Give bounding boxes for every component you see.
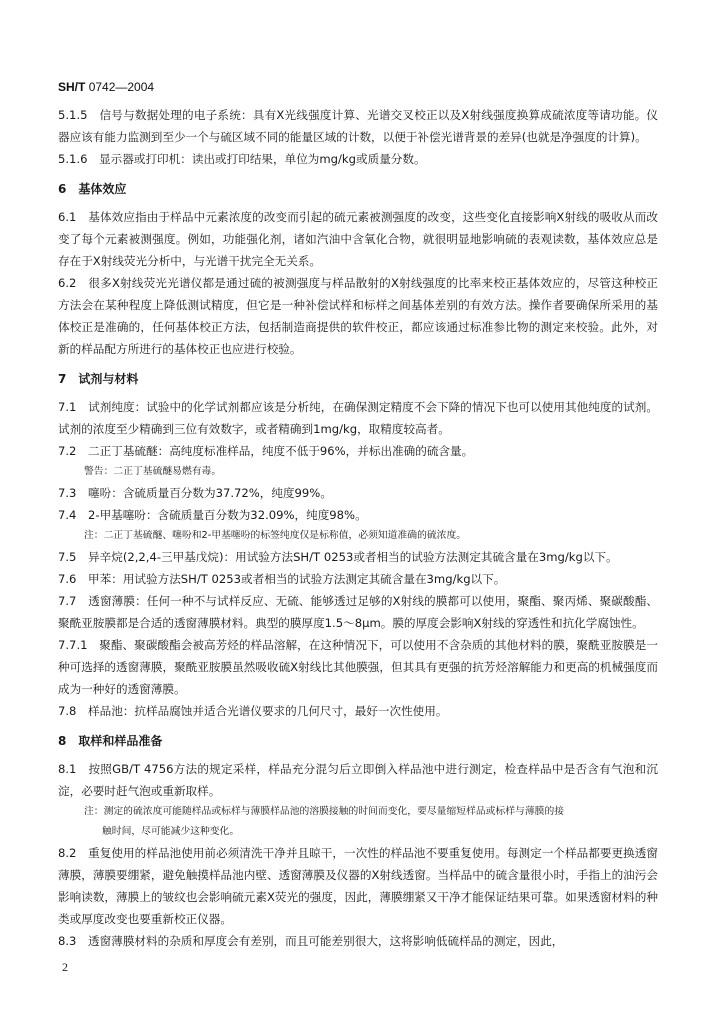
clause-8-3: 8.3 透窗薄膜材料的杂质和厚度会有差别，而且可能差别很大，这将影响低硫样品的测定，因此，	[58, 934, 564, 948]
clause-7-4: 7.4 2-甲基噻吩：含硫质量百分数为32.09%，纯度98%。	[58, 508, 367, 522]
note-7-4: 注：二正丁基硫醚、噻吩和2-甲基噻吩的标签纯度仅是标称值，必须知道准确的硫浓度。	[84, 530, 467, 541]
clause-6-1: 6.1 基体效应指由于样品中元素浓度的改变而引起的硫元素被测强度的改变，这些变化直接影响X射线的吸收从而改变了每个元素被测强度。例如，功能强化剂，诸如汽油中含氧化合物，就很明显地影响硫的表观读数，基体效应总是存在于X射线荧光分析中，与光谱干扰完全无关系。	[58, 210, 658, 268]
clause-7-3: 7.3 噻吩：含硫质量百分数为37.72%，纯度99%。	[58, 486, 332, 500]
clause-5-1-5: 5.1.5 信号与数据处理的电子系统：具有X光线强度计算、光谱交叉校正以及X射线强度换算成硫浓度等请功能。仪器应该有能力监测到至少一个与硫区域不同的能量区域的计数，以便于补偿光谱背景的差异(也就是净强度的计算)。	[58, 108, 658, 144]
document-body	[58, 104, 658, 952]
note-8-1: 注：测定的硫浓度可能随样品或标样与薄膜样品池的溶膜接触的时间而变化，要尽量缩短样品或标样与薄膜的接	[84, 806, 565, 817]
page-number: 2	[62, 960, 68, 974]
section-heading-6: 6 基体效应	[58, 182, 127, 196]
section-heading-7: 7 试剂与材料	[58, 372, 139, 386]
clause-7-1: 7.1 试剂纯度：试验中的化学试剂都应该是分析纯，在确保测定精度不会下降的情况下也可以使用其他纯度的试剂。试剂的浓度至少精确到三位有效数字，或者精确到1mg/kg，取精度较高者。	[58, 400, 658, 436]
clause-8-2: 8.2 重复使用的样品池使用前必须清洗干净并且晾干，一次性的样品池不要重复使用。每测定一个样品都要更换透窗薄膜，薄膜要绷紧，避免触摸样品池内壁、透窗薄膜及仪器的X射线透窗。当样品中的硫含量很小时，手指上的油污会影响读数，薄膜上的皱纹也会影响硫元素X荧光的强度，因此，薄膜绷紧又干净才能保证结果可靠。如果透窗材料的种类或厚度改变也要重新校正仪器。	[58, 846, 658, 926]
clause-6-2: 6.2 很多X射线荧光光谱仪都是通过硫的被测强度与样品散射的X射线强度的比率来校正基体效应的，尽管这种校正方法会在某种程度上降低测试精度，但它是一种补偿试样和标样之间基体差别的有效方法。操作者要确保所采用的基体校正是准确的，任何基体校正方法，包括制造商提供的软件校正，都应该通过标准参比物的测定来校验。此外，对新的样品配方所进行的基体校正也应进行校验。	[58, 276, 658, 356]
clause-7-6: 7.6 甲苯：用试验方法SH/T 0253或者相当的试验方法测定其硫含量在3mg/kg以下。	[58, 572, 506, 586]
clause-5-1-6: 5.1.6 显示器或打印机：读出或打印结果，单位为mg/kg或质量分数。	[58, 152, 426, 166]
standard-header	[58, 80, 154, 94]
clause-7-2: 7.2 二正丁基硫醚：高纯度标准样品，纯度不低于96%，并标出准确的硫含量。	[58, 444, 474, 458]
warning-note: 警告：二正丁基硫醚易燃有毒。	[84, 466, 222, 477]
clause-7-7: 7.7 透窗薄膜：任何一种不与试样反应、无硫、能够透过足够的X射线的膜都可以使用，聚酯、聚丙烯、聚碳酸酯、聚酰亚胺膜都是合适的透窗薄膜材料。典型的膜厚度1.5～8μm。膜的厚度会影响X射线的穿透性和抗化学腐蚀性。	[58, 594, 658, 630]
section-heading-8: 8 取样和样品准备	[58, 734, 163, 748]
standard-prefix: SH/T	[58, 80, 86, 94]
clause-7-5: 7.5 异辛烷(2,2,4-三甲基戊烷)：用试验方法SH/T 0253或者相当的试验方法测定其硫含量在3mg/kg以下。	[58, 550, 618, 564]
clause-7-8: 7.8 样品池：抗样品腐蚀并适合光谱仪要求的几何尺寸，最好一次性使用。	[58, 704, 448, 718]
clause-7-7-1: 7.7.1 聚酯、聚碳酸酯会被高芳烃的样品溶解，在这种情况下，可以使用不含杂质的其他材料的膜，聚酰亚胺膜是一种可选择的透窗薄膜，聚酰亚胺膜虽然吸收硫X射线比其他膜强，但其具有更强的抗芳烃溶解能力和更高的机械强度而成为一种好的透窗薄膜。	[58, 638, 658, 696]
clause-8-1: 8.1 按照GB/T 4756方法的规定采样，样品充分混匀后立即倒入样品池中进行测定，检查样品中是否含有气泡和沉淀，必要时赶气泡或重新取样。	[58, 762, 658, 798]
note-8-1-continuation: 触时间，尽可能减少这种变化。	[102, 826, 240, 837]
standard-number: 0742—2004	[88, 80, 155, 94]
